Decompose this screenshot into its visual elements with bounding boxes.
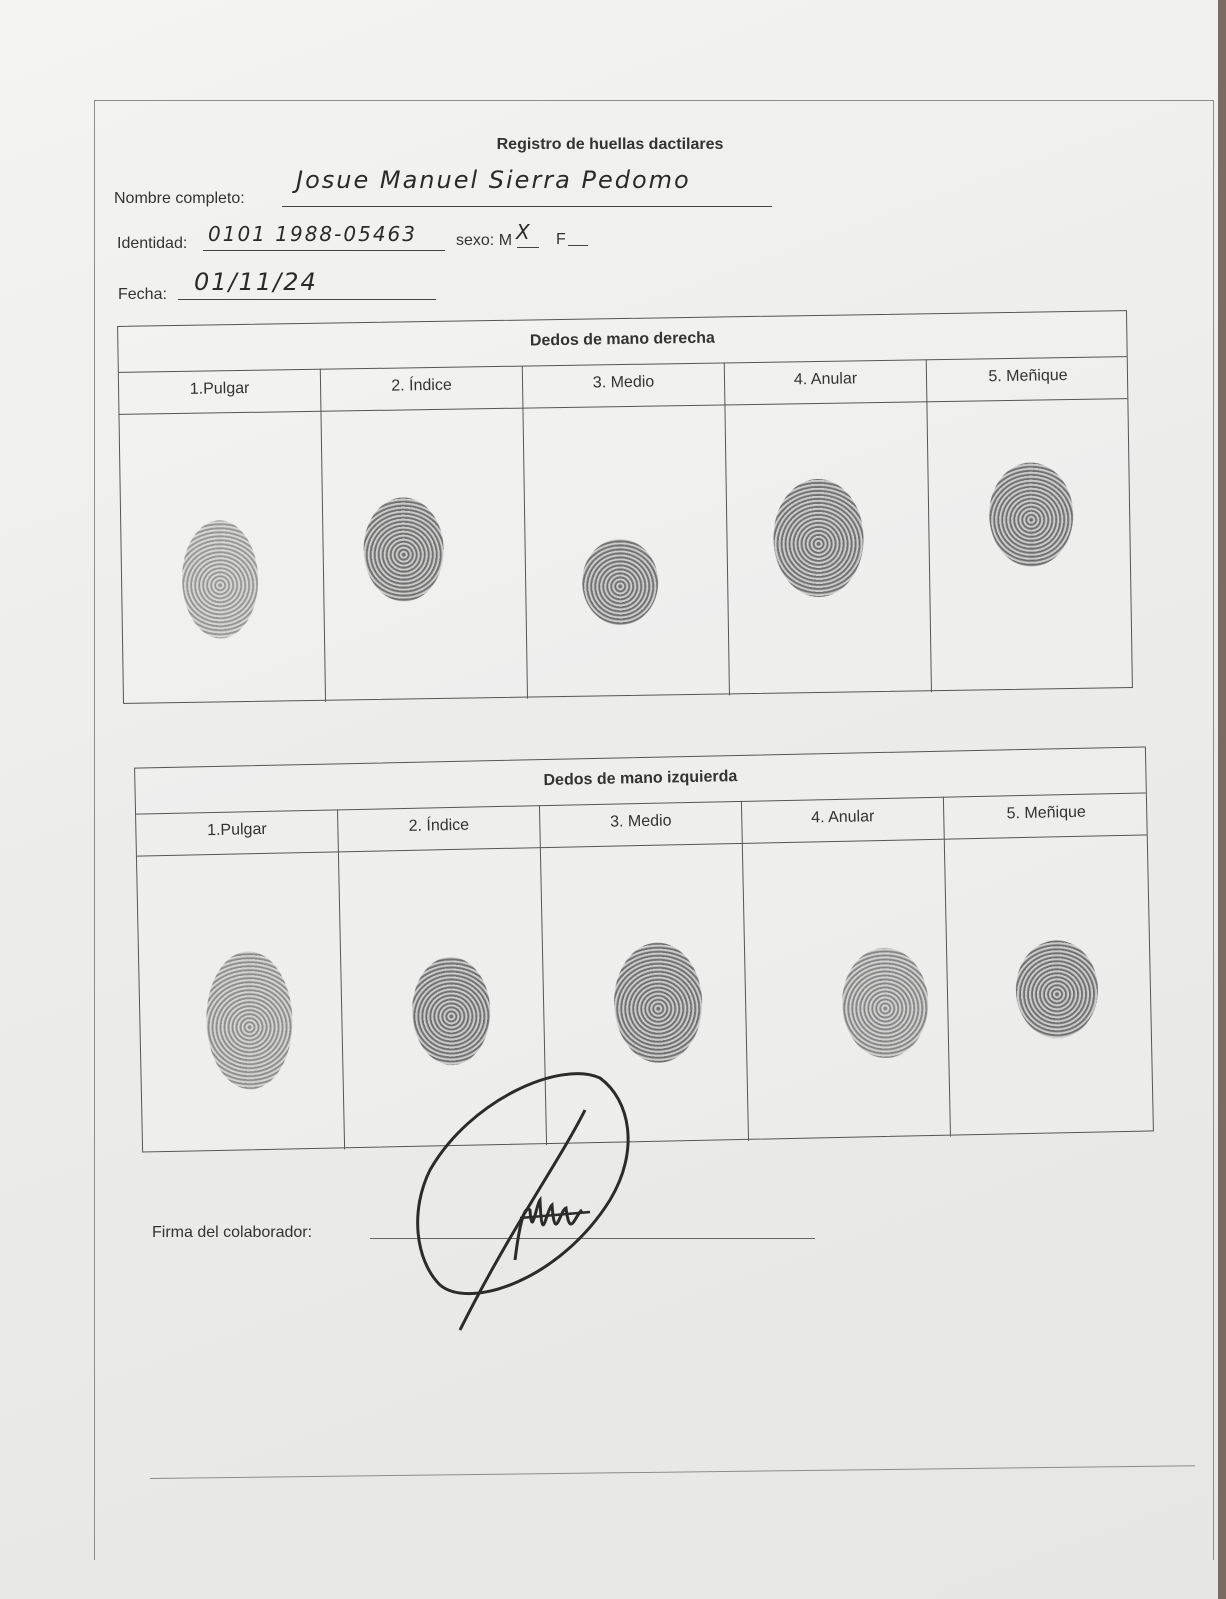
right-middle-cell[interactable]	[523, 362, 730, 698]
right-little-print	[988, 462, 1074, 567]
right-middle-label: 3. Medio	[592, 373, 655, 392]
left-hand-title: Dedos de mano izquierda	[543, 768, 738, 790]
left-thumb-cell[interactable]	[136, 809, 345, 1153]
right-little-cell[interactable]	[927, 356, 1134, 692]
left-hand-table	[134, 746, 1154, 1152]
right-index-label: 2. Índice	[391, 376, 452, 395]
name-underline	[282, 206, 772, 207]
name-value[interactable]: Josue Manuel Sierra Pedomo	[296, 166, 691, 194]
sex-m-mark[interactable]: X	[516, 220, 532, 244]
left-middle-print	[613, 942, 703, 1064]
signature-label: Firma del colaborador:	[152, 1224, 313, 1241]
right-thumb-label: 1.Pulgar	[189, 379, 250, 398]
id-value[interactable]: 0101 1988-05463	[208, 222, 417, 246]
left-thumb-label: 1.Pulgar	[206, 820, 267, 840]
date-value[interactable]: 01/11/24	[194, 268, 318, 296]
left-thumb-print	[205, 950, 294, 1090]
right-hand-title: Dedos de mano derecha	[529, 329, 715, 350]
name-label: Nombre completo:	[114, 190, 245, 207]
sex-m-underline	[517, 247, 539, 248]
left-middle-label: 3. Medio	[609, 812, 672, 831]
right-ring-cell[interactable]	[725, 359, 932, 695]
form-title: Registro de huellas dactilares	[496, 136, 724, 153]
left-index-print	[411, 956, 491, 1066]
sex-f-label: F	[556, 231, 566, 248]
left-little-print	[1015, 940, 1099, 1040]
right-ring-label: 4. Anular	[793, 370, 858, 389]
left-ring-cell[interactable]	[742, 797, 951, 1141]
left-middle-cell[interactable]	[540, 801, 749, 1145]
right-little-label: 5. Meñique	[988, 367, 1068, 386]
left-little-label: 5. Meñique	[1006, 803, 1086, 823]
left-ring-print	[841, 947, 929, 1059]
right-middle-print	[582, 538, 659, 625]
right-hand-table	[117, 310, 1133, 704]
left-little-cell[interactable]	[944, 792, 1155, 1136]
id-label: Identidad:	[117, 235, 188, 252]
right-thumb-cell[interactable]	[119, 369, 326, 705]
right-thumb-print	[181, 520, 259, 639]
signature-line	[370, 1238, 815, 1239]
sex-f-underline[interactable]	[568, 245, 588, 246]
id-underline	[203, 250, 445, 251]
sex-label: sexo: M	[456, 232, 513, 249]
date-label: Fecha:	[118, 286, 167, 303]
right-index-cell[interactable]	[321, 366, 528, 702]
left-index-cell[interactable]	[338, 805, 547, 1149]
left-ring-label: 4. Anular	[811, 808, 875, 827]
right-index-print	[363, 497, 445, 602]
right-ring-print	[773, 478, 865, 597]
date-underline	[178, 299, 436, 300]
left-index-label: 2. Índice	[408, 816, 470, 835]
